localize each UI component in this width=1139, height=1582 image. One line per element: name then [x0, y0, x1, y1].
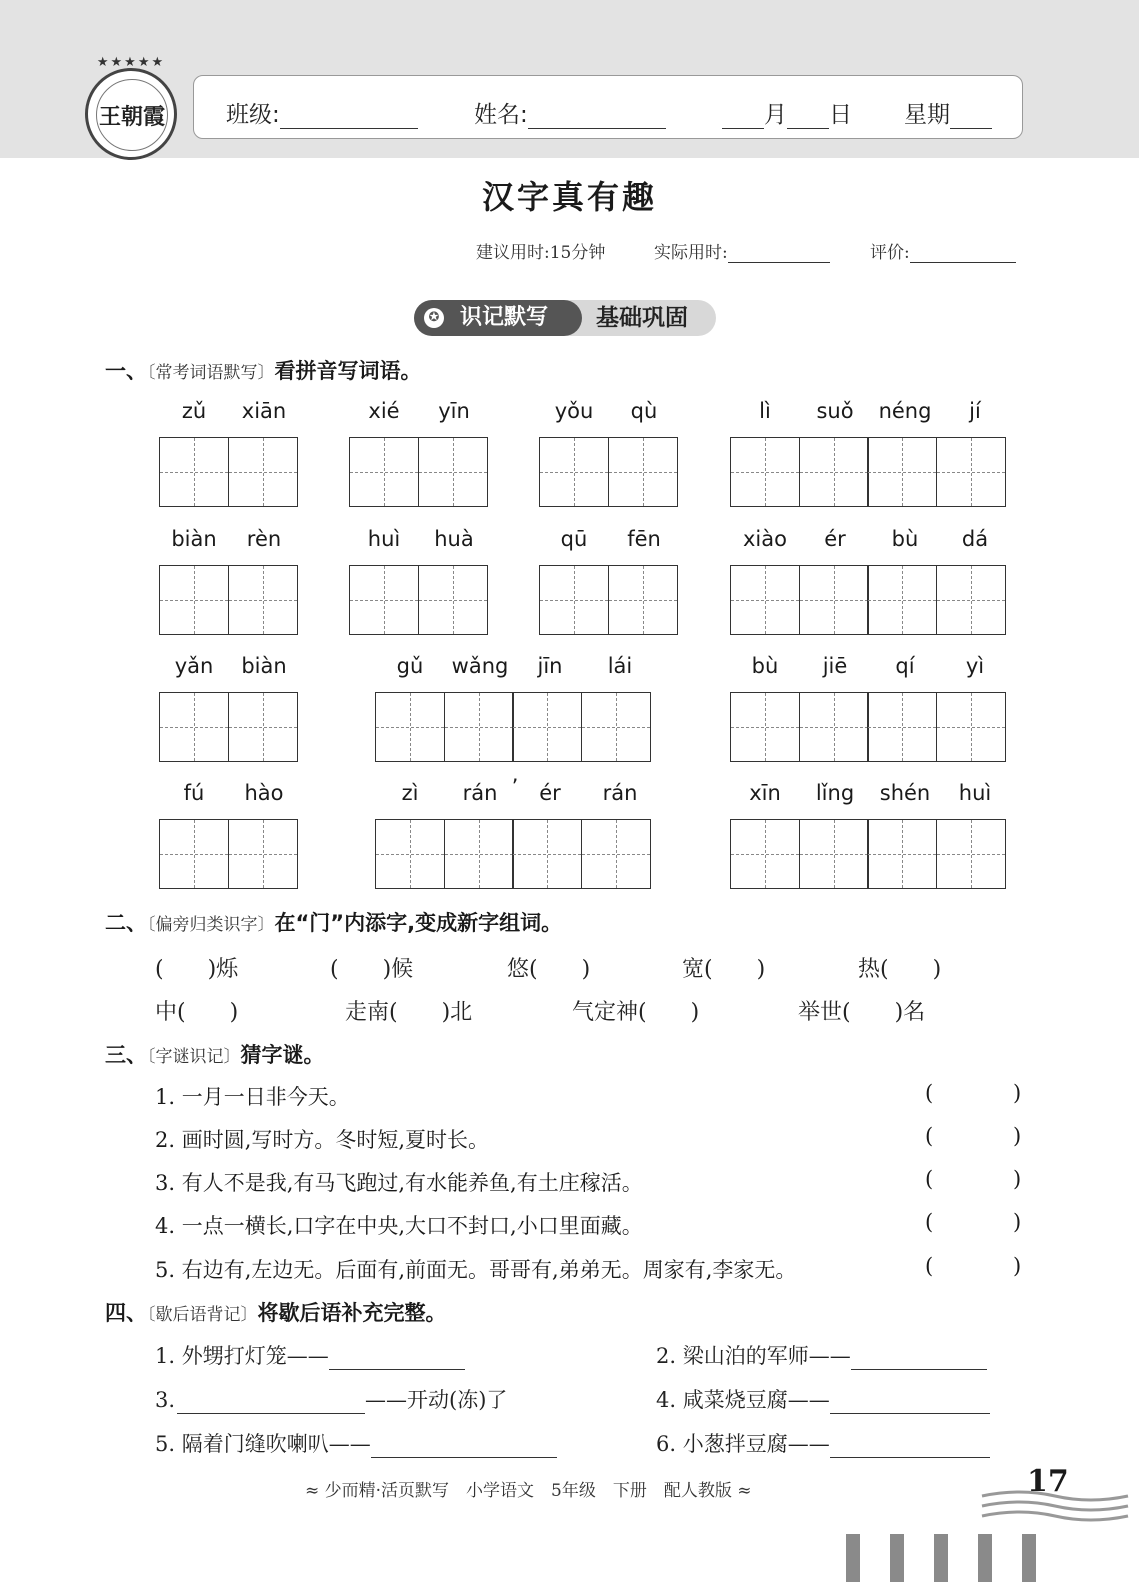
answer-paren-open[interactable]: (	[925, 1167, 934, 1191]
grid-cell[interactable]	[867, 437, 937, 507]
grid-cell[interactable]	[730, 819, 800, 889]
week-field[interactable]	[950, 104, 992, 129]
grid-cell[interactable]	[730, 437, 800, 507]
wave-decoration-icon	[980, 1488, 1130, 1528]
answer-paren-close: )	[1013, 1081, 1022, 1105]
student-info-box	[193, 75, 1023, 139]
pinyin-syllable: ér	[824, 527, 846, 551]
edge-mark	[978, 1534, 992, 1582]
xiehouyu-item: 4. 咸菜烧豆腐——	[656, 1384, 990, 1414]
edge-mark	[934, 1534, 948, 1582]
riddle-item: 3. 有人不是我,有马飞跑过,有水能养鱼,有土庄稼活。	[155, 1171, 643, 1195]
answer-line[interactable]	[177, 1391, 365, 1414]
writing-grid	[159, 819, 298, 889]
pinyin-syllable: gǔ	[396, 654, 424, 678]
pinyin-syllable: huì	[958, 781, 992, 805]
page-number: 17	[1027, 1464, 1069, 1499]
grid-cell[interactable]	[228, 565, 298, 635]
grid-cell[interactable]	[799, 437, 869, 507]
pinyin-syllable: huà	[434, 527, 474, 551]
grid-cell[interactable]	[512, 819, 582, 889]
grid-cell[interactable]	[375, 692, 445, 762]
week-label: 星期	[904, 96, 992, 129]
pinyin-syllable: néng	[878, 399, 932, 423]
pinyin-syllable: shén	[879, 781, 931, 805]
fill-item[interactable]: 宽( )	[682, 957, 766, 982]
grid-cell[interactable]	[799, 565, 869, 635]
answer-paren-close: )	[1013, 1167, 1022, 1191]
answer-line[interactable]	[830, 1435, 990, 1458]
grid-cell[interactable]	[581, 692, 651, 762]
fill-item[interactable]: 气定神( )	[572, 1000, 700, 1025]
section3-heading: 三、〔字谜识记〕猜字谜。	[105, 1043, 325, 1067]
pinyin-syllable: zì	[401, 781, 419, 805]
pinyin-syllable: xiān	[241, 399, 287, 423]
grid-cell[interactable]	[867, 692, 937, 762]
grid-cell[interactable]	[375, 819, 445, 889]
pinyin-syllable: xiào	[743, 527, 787, 551]
fill-item[interactable]: ( )烁	[155, 957, 239, 982]
answer-paren-close: )	[1013, 1124, 1022, 1148]
answer-line[interactable]	[830, 1391, 990, 1414]
edge-mark	[890, 1534, 904, 1582]
fill-item[interactable]: 热( )	[858, 957, 942, 982]
grid-cell[interactable]	[581, 819, 651, 889]
grid-cell[interactable]	[418, 565, 488, 635]
riddle-item: 4. 一点一横长,口字在中央,大口不封口,小口里面藏。	[155, 1214, 643, 1238]
writing-grid	[159, 437, 298, 507]
pinyin-syllable: bù	[891, 527, 919, 551]
grid-cell[interactable]	[159, 692, 229, 762]
pinyin-syllable: rán	[462, 781, 498, 805]
grid-cell[interactable]	[799, 819, 869, 889]
writing-grid	[375, 692, 651, 762]
pinyin-syllable: qù	[630, 399, 658, 423]
pinyin-syllable: jīn	[537, 654, 563, 678]
grid-cell[interactable]	[539, 565, 609, 635]
answer-paren-open[interactable]: (	[925, 1210, 934, 1234]
grid-cell[interactable]	[539, 437, 609, 507]
answer-line[interactable]	[851, 1347, 987, 1370]
answer-paren-open[interactable]: (	[925, 1254, 934, 1278]
pinyin-syllable: dá	[961, 527, 989, 551]
grid-cell[interactable]	[444, 819, 514, 889]
pinyin-syllable: yì	[965, 654, 985, 678]
writing-grid	[539, 565, 678, 635]
pinyin-syllable: ér	[539, 781, 561, 805]
grid-cell[interactable]	[936, 819, 1006, 889]
logo-stars-icon: ★★★★★	[96, 55, 166, 70]
fill-item[interactable]: 走南( )北	[345, 1000, 473, 1025]
day-field[interactable]	[787, 104, 829, 129]
writing-grid	[730, 437, 1006, 507]
section1-heading: 一、〔常考词语默写〕看拼音写词语。	[105, 359, 422, 383]
riddle-item: 5. 右边有,左边无。后面有,前面无。哥哥有,弟弟无。周家有,李家无。	[155, 1258, 797, 1282]
grid-cell[interactable]	[228, 819, 298, 889]
pinyin-syllable: lǐng	[815, 781, 855, 805]
pinyin-syllable: biàn	[241, 654, 287, 678]
pinyin-syllable: fú	[183, 781, 205, 805]
writing-grid	[539, 437, 678, 507]
grid-cell[interactable]	[159, 819, 229, 889]
edge-mark	[1022, 1534, 1036, 1582]
grid-cell[interactable]	[867, 565, 937, 635]
pinyin-syllable: yīn	[438, 399, 470, 423]
actual-time-field[interactable]	[728, 242, 830, 263]
grid-cell[interactable]	[936, 437, 1006, 507]
xiehouyu-item: 1. 外甥打灯笼——	[155, 1340, 465, 1370]
answer-paren-open[interactable]: (	[925, 1081, 934, 1105]
grid-cell[interactable]	[444, 692, 514, 762]
badge-main: ✪ 识记默写	[414, 300, 582, 336]
pinyin-syllable: lái	[607, 654, 633, 678]
pinyin-syllable: huì	[367, 527, 401, 551]
answer-line[interactable]	[371, 1435, 557, 1458]
answer-paren-open[interactable]: (	[925, 1124, 934, 1148]
grid-cell[interactable]	[418, 437, 488, 507]
edge-mark	[846, 1534, 860, 1582]
answer-paren-close: )	[1013, 1210, 1022, 1234]
writing-grid	[730, 692, 1006, 762]
fill-item[interactable]: 中( )	[155, 1000, 239, 1025]
actual-time: 实际用时:	[654, 238, 830, 263]
class-label: 班级:	[226, 96, 418, 129]
date-label: 月 日	[722, 96, 852, 129]
footer-text: ≈ 少而精·活页默写 小学语文 5年级 下册 配人教版 ≈	[305, 1481, 752, 1501]
section-badge	[414, 300, 716, 336]
answer-paren-close: )	[1013, 1254, 1022, 1278]
pinyin-syllable: suǒ	[816, 399, 854, 423]
class-field[interactable]	[280, 104, 418, 129]
answer-line[interactable]	[329, 1347, 465, 1370]
pinyin-syllable: bù	[751, 654, 779, 678]
grid-cell[interactable]	[730, 565, 800, 635]
section4-heading: 四、〔歇后语背记〕将歇后语补充完整。	[105, 1301, 447, 1325]
xiehouyu-item: 3. ——开动(冻)了	[155, 1388, 508, 1412]
evaluation-field[interactable]	[910, 242, 1016, 263]
grid-cell[interactable]	[512, 692, 582, 762]
grid-cell[interactable]	[608, 565, 678, 635]
grid-cell[interactable]	[936, 692, 1006, 762]
grid-cell[interactable]	[228, 692, 298, 762]
grid-cell[interactable]	[608, 437, 678, 507]
section2-heading: 二、〔偏旁归类识字〕在“门”内添字,变成新字组词。	[105, 911, 563, 935]
fill-item[interactable]: 举世( )名	[798, 1000, 926, 1025]
pinyin-syllable: jiē	[822, 654, 848, 678]
pinyin-syllable: lì	[759, 399, 771, 423]
pinyin-syllable: yǎn	[174, 654, 214, 678]
pinyin-syllable: yǒu	[554, 399, 594, 423]
publisher-logo	[85, 55, 177, 160]
suggested-time: 建议用时:15分钟	[476, 243, 606, 263]
evaluation: 评价:	[870, 238, 1016, 263]
writing-grid	[730, 565, 1006, 635]
grid-cell[interactable]	[159, 437, 229, 507]
riddle-item: 2. 画时圆,写时方。冬时短,夏时长。	[155, 1128, 490, 1152]
grid-cell[interactable]	[867, 819, 937, 889]
pinyin-syllable: qū	[560, 527, 588, 551]
grid-cell[interactable]	[349, 565, 419, 635]
grid-cell[interactable]	[228, 437, 298, 507]
grid-cell[interactable]	[730, 692, 800, 762]
logo-text: 王朝霞	[96, 79, 168, 151]
fill-item[interactable]: ( )候	[330, 957, 414, 982]
badge-sub: 基础巩固	[596, 305, 688, 331]
grid-cell[interactable]	[349, 437, 419, 507]
writing-grid	[349, 437, 488, 507]
pinyin-syllable: rán	[602, 781, 638, 805]
writing-grid	[375, 819, 651, 889]
name-label: 姓名:	[474, 96, 666, 129]
pinyin-syllable: hào	[244, 781, 284, 805]
grid-cell[interactable]	[936, 565, 1006, 635]
riddle-item: 1. 一月一日非今天。	[155, 1085, 350, 1109]
xiehouyu-item: 2. 梁山泊的军师——	[656, 1340, 987, 1370]
pinyin-syllable: ’	[511, 775, 519, 799]
month-field[interactable]	[722, 104, 764, 129]
writing-grid	[730, 819, 1006, 889]
pinyin-syllable: xīn	[749, 781, 781, 805]
pinyin-syllable: xié	[368, 399, 400, 423]
name-field[interactable]	[528, 104, 666, 129]
pinyin-syllable: biàn	[171, 527, 217, 551]
grid-cell[interactable]	[159, 565, 229, 635]
writing-grid	[159, 565, 298, 635]
pinyin-syllable: wǎng	[451, 654, 509, 678]
pinyin-syllable: jí	[969, 399, 981, 423]
pinyin-syllable: rèn	[246, 527, 282, 551]
xiehouyu-item: 5. 隔着门缝吹喇叭——	[155, 1428, 557, 1458]
grid-cell[interactable]	[799, 692, 869, 762]
medal-icon: ✪	[424, 308, 444, 328]
pinyin-syllable: qí	[895, 654, 915, 678]
pinyin-syllable: zǔ	[181, 399, 207, 423]
page-title: 汉字真有趣	[481, 178, 657, 216]
xiehouyu-item: 6. 小葱拌豆腐——	[656, 1428, 990, 1458]
writing-grid	[159, 692, 298, 762]
pinyin-syllable: fēn	[627, 527, 661, 551]
fill-item[interactable]: 悠( )	[507, 957, 591, 982]
writing-grid	[349, 565, 488, 635]
